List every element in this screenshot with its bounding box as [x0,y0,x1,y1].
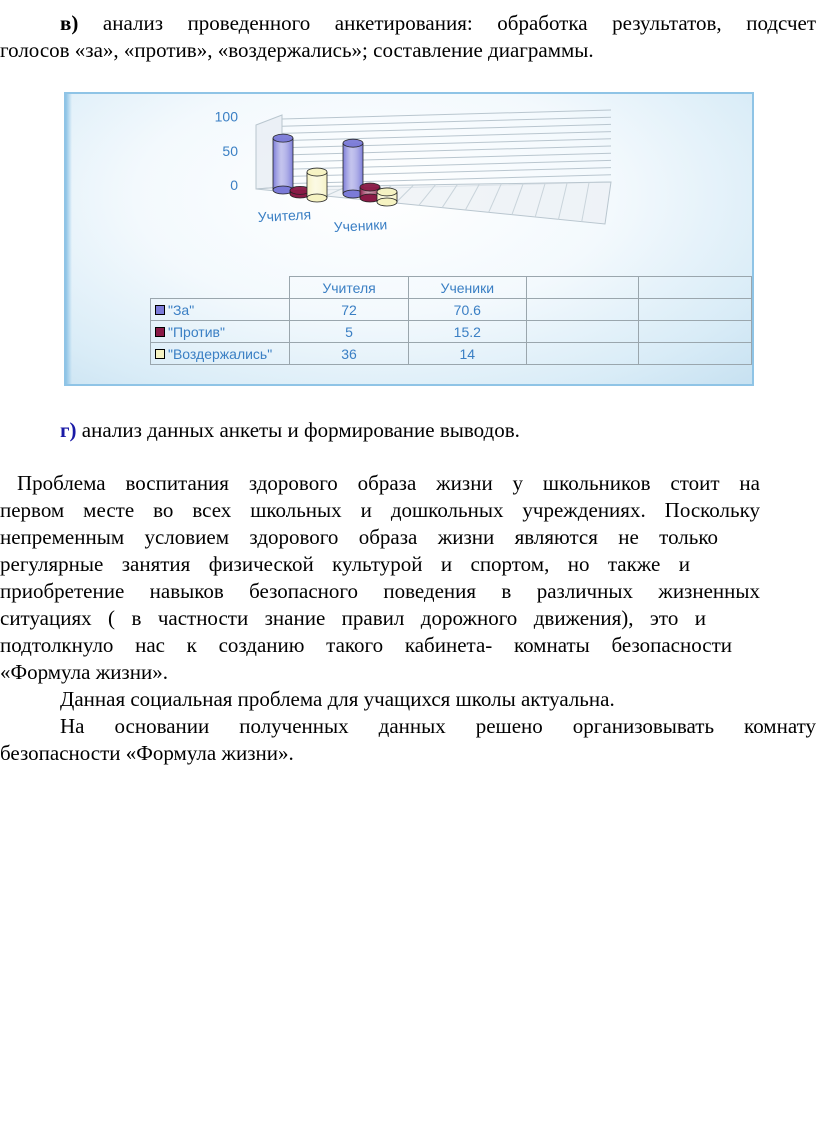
section-v-line1 [60,10,816,37]
y-tick-label: 0 [230,177,238,193]
section-v-line2: голосов «за», «против», «воздержались»; составление диаграммы. [0,38,594,62]
table-cell: 15.2 [408,321,526,343]
gridline [282,117,611,126]
table-cell: 14 [408,343,526,365]
body-p1-line: «Формула жизни». [0,660,168,684]
chart-data-table [150,276,752,365]
body-p1-line: Проблема воспитания здорового образа жизни у школьников стоит на [17,471,760,495]
table-row [151,321,752,343]
table-cell [639,299,752,321]
table-header-empty [526,277,639,299]
table-cell [639,343,752,365]
category-label: Учителя [257,206,312,225]
survey-chart [64,92,754,386]
table-header-row [151,277,752,299]
body-p1-line: непременным условием здорового образа жизни являются не только [0,525,718,549]
section-g-marker: г) [60,418,77,442]
table-cell [639,321,752,343]
table-row [151,299,752,321]
table-row-label: "За" [151,299,290,321]
bar [307,168,327,202]
gridline [282,168,611,177]
body-p1-line: ситуациях ( в частности знание правил дорожного движения), это и [0,606,706,630]
bar [377,188,397,206]
table-row-label: "Против" [151,321,290,343]
table-cell [526,321,639,343]
body-p3-line2: безопасности «Формула жизни». [0,741,294,765]
body-p2: Данная социальная проблема для учащихся школы актуальна. [60,687,615,711]
gridline [282,153,611,162]
table-row-label: "Воздержались" [151,343,290,365]
table-cell: 36 [290,343,408,365]
table-cell: 5 [290,321,408,343]
table-cell: 70.6 [408,299,526,321]
body-p1-line: приобретение навыков безопасного поведения в различных жизненных [0,579,760,603]
legend-swatch-vozderzhalis [155,349,165,359]
body-p1-line: регулярные занятия физической культурой и спортом, но также и [0,552,690,576]
gridline [282,139,611,148]
legend-swatch-protiv [155,327,165,337]
body-p1-line: подтолкнуло нас к созданию такого кабинета- комнаты безопасности [0,633,732,657]
section-g-text: анализ данных анкеты и формирование выводов. [81,418,520,442]
body-p1-line: первом месте во всех школьных и дошкольных учреждениях. Поскольку [0,498,760,522]
y-tick-label: 100 [214,108,238,125]
bar [273,134,293,194]
table-header-teachers: Учителя [290,277,408,299]
body-p3-line1: На основании полученных данных решено организовывать комнату [60,714,816,738]
gridline [282,110,611,119]
table-header-students: Ученики [408,277,526,299]
category-label: Ученики [333,216,388,235]
y-tick-label: 50 [222,142,238,159]
table-cell [526,299,639,321]
gridline [282,132,611,141]
gridline [282,124,611,133]
gridline [282,146,611,155]
section-g-heading [60,417,760,444]
table-cell [526,343,639,365]
table-row [151,343,752,365]
table-cell: 72 [290,299,408,321]
table-header-empty [639,277,752,299]
gridline [282,160,611,169]
legend-swatch-za [155,305,165,315]
section-v-text: анализ проведенного анкетирования: обработка результатов, подсчет [102,11,816,35]
section-v-marker: в) [60,11,79,35]
